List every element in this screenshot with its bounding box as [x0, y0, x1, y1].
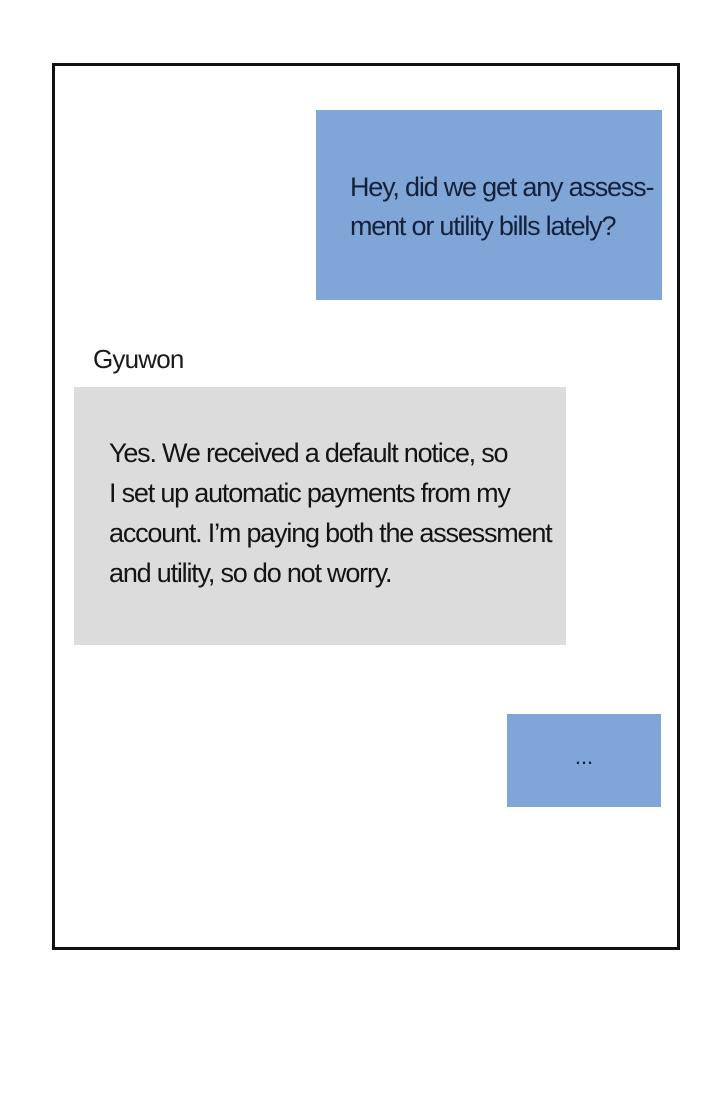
- message-text-line: I set up automatic payments from my: [109, 478, 510, 508]
- sent-message-bubble: [316, 110, 662, 300]
- message-text-line: account. I’m paying both the assessment: [109, 518, 552, 548]
- received-message-bubble: [74, 387, 566, 645]
- message-text-line: ...: [574, 744, 594, 769]
- sender-name: Gyuwon: [93, 344, 184, 374]
- message-text-line: ment or utility bills lately?: [350, 211, 616, 241]
- message-text-line: Yes. We received a default notice, so: [109, 438, 508, 468]
- sent-message-bubble-ellipsis: [507, 714, 661, 807]
- message-text-line: Hey, did we get any assess-: [350, 172, 654, 202]
- message-text-line: and utility, so do not worry.: [109, 558, 392, 588]
